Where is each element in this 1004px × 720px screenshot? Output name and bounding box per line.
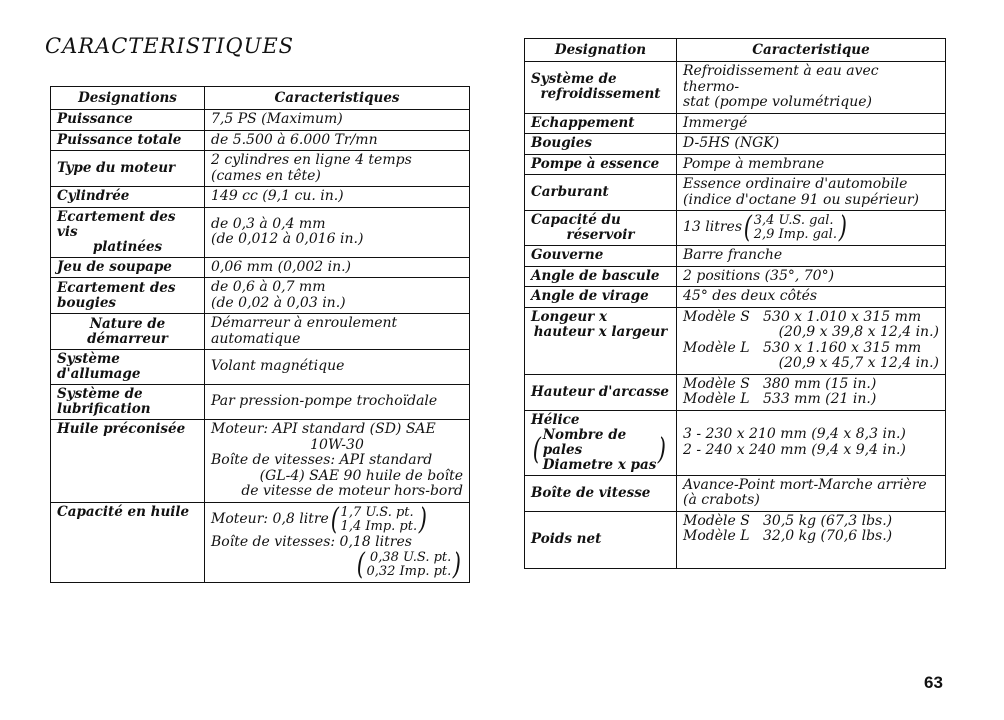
value-ecartement-vis (205, 207, 470, 257)
value-poids-net (677, 511, 946, 568)
row-dimensions (525, 307, 946, 374)
label-jeu-soupape: Jeu de soupape (51, 257, 205, 278)
open-paren-icon: ( (532, 432, 541, 467)
value-line: 13 litres (683, 219, 743, 236)
page-number: 63 (924, 673, 943, 692)
model-name: Modèle S (683, 375, 750, 392)
value-line: 3 - 230 x 210 mm (9,4 x 8,3 in.) (683, 426, 906, 442)
row-boite-vitesse (525, 475, 946, 511)
value-helice (677, 410, 946, 475)
unit-stack (754, 214, 837, 242)
label-carburant: Carburant (525, 175, 677, 211)
value-line: Démarreur à enroulement (211, 315, 398, 331)
label-huile-preconisee: Huile préconisée (51, 420, 205, 503)
row-poids-net (525, 511, 946, 568)
header-designation: Designations (51, 87, 205, 110)
row-helice (525, 410, 946, 475)
model-name: Modèle L (683, 339, 750, 356)
label-line: Ecartement des vis (57, 208, 176, 240)
label-line: Hélice (531, 411, 580, 428)
header-caracteristique: Caracteristique (677, 39, 946, 62)
row-puissance (51, 110, 470, 131)
value-nature-demarreur (205, 314, 470, 350)
label-refroidissement (525, 62, 677, 114)
page-title: CARACTERISTIQUES (45, 34, 295, 58)
label-line: Ecartement des (57, 279, 176, 296)
helice-sub-group (531, 428, 668, 473)
label-echappement: Echappement (525, 113, 677, 134)
value-capacite-reservoir (677, 211, 946, 246)
value-line: Moteur: 0,8 litre (211, 510, 329, 527)
label-line: réservoir (566, 227, 635, 243)
value-line: (indice d'octane 91 ou supérieur) (683, 191, 920, 208)
value-hauteur-arcasse (677, 374, 946, 410)
helice-sub-stack (543, 428, 657, 473)
value-line: de 0,6 à 0,7 mm (211, 279, 326, 295)
unit-us: 1,7 U.S. pt. (340, 504, 414, 520)
row-jeu-soupape (51, 257, 470, 278)
model-row (683, 310, 939, 326)
label-systeme-lubrification (51, 385, 205, 420)
right-spec-table (524, 38, 946, 569)
model-row (683, 341, 939, 357)
value-line: 10W-30 (310, 436, 364, 453)
unit-imp: 0,32 Imp. pt. (366, 564, 452, 579)
value-jeu-soupape: 0,06 mm (0,002 in.) (205, 257, 470, 278)
capacite-boite-group-wrap (211, 547, 463, 582)
label-line: Longeur x (531, 308, 608, 325)
label-puissance-totale: Puissance totale (51, 130, 205, 151)
value-line: 2 cylindres en ligne 4 temps (211, 152, 412, 168)
value-line: (20,9 x 39,8 x 12,4 in.) (778, 324, 939, 340)
row-carburant (525, 175, 946, 211)
row-angle-bascule (525, 266, 946, 287)
unit-us: 3,4 U.S. gal. (753, 213, 834, 228)
value-puissance-totale: de 5.500 à 6.000 Tr/mn (205, 130, 470, 151)
label-line: Système de (57, 386, 143, 402)
value-line: stat (pompe volumétrique) (683, 94, 872, 110)
open-paren-icon: ( (356, 547, 365, 582)
value-line: (GL-4) SAE 90 huile de boîte (259, 467, 463, 484)
row-capacite-reservoir (525, 211, 946, 246)
value-carburant (677, 175, 946, 211)
unit-us: 0,38 U.S. pt. (369, 550, 452, 565)
model-value: 32,0 kg (70,6 lbs.) (763, 528, 893, 544)
label-puissance: Puissance (51, 110, 205, 131)
label-line: Diametre x pas (542, 456, 657, 473)
value-type-moteur (205, 151, 470, 187)
label-capacite-reservoir (525, 211, 677, 246)
label-line: refroidissement (540, 86, 661, 103)
row-hauteur-arcasse (525, 374, 946, 410)
value-line: 2 - 240 x 240 mm (9,4 x 9,4 in.) (683, 441, 906, 458)
model-row (683, 529, 939, 545)
label-nature-demarreur (51, 314, 205, 350)
row-type-moteur (51, 151, 470, 187)
row-gouverne (525, 246, 946, 267)
value-line: (de 0,012 à 0,016 in.) (211, 231, 364, 247)
row-bougies (525, 134, 946, 155)
row-nature-demarreur (51, 314, 470, 350)
value-line: Moteur: API standard (SD) SAE (211, 421, 436, 437)
model-name: Modèle S (683, 308, 750, 325)
model-row (683, 377, 939, 393)
label-line: bougies (57, 294, 117, 311)
row-pompe-essence (525, 154, 946, 175)
row-cylindree (51, 187, 470, 208)
value-line: Boîte de vitesses: API standard (211, 452, 433, 468)
label-type-moteur: Type du moteur (51, 151, 205, 187)
label-helice (525, 410, 677, 475)
value-line: de vitesse de moteur hors-bord (241, 483, 463, 499)
model-value: 533 mm (21 in.) (763, 391, 877, 407)
row-huile-preconisee (51, 420, 470, 503)
label-poids-net: Poids net (525, 511, 677, 568)
label-bougies: Bougies (525, 134, 677, 155)
value-line: automatique (211, 330, 301, 347)
label-angle-bascule: Angle de bascule (525, 266, 677, 287)
label-line: démarreur (87, 330, 168, 347)
value-line: (à crabots) (683, 492, 760, 508)
label-cylindree: Cylindrée (51, 187, 205, 208)
unit-imp: 1,4 Imp. pt. (340, 518, 418, 534)
capacite-moteur-group (211, 501, 429, 537)
label-line: Système de (531, 71, 617, 88)
value-line: Avance-Point mort-Marche arrière (683, 476, 927, 493)
reservoir-group (683, 210, 849, 245)
value-line: (de 0,02 à 0,03 in.) (211, 294, 346, 311)
close-paren-icon: ) (658, 432, 667, 467)
value-puissance: 7,5 PS (Maximum) (205, 110, 470, 131)
left-spec-table (50, 86, 470, 583)
value-dimensions (677, 307, 946, 374)
value-line: Boîte de vitesses: 0,18 litres (211, 533, 412, 550)
label-line: platinées (92, 238, 163, 255)
row-angle-virage (525, 287, 946, 308)
row-ecartement-bougies (51, 278, 470, 314)
table-header-row (51, 87, 470, 110)
model-row (683, 392, 939, 408)
close-paren-icon: ) (453, 547, 462, 582)
header-designation: Designation (525, 39, 677, 62)
open-paren-icon: ( (330, 501, 339, 537)
value-pompe-essence: Pompe à membrane (677, 154, 946, 175)
row-puissance-totale (51, 130, 470, 151)
label-line: pales (542, 441, 583, 458)
value-systeme-lubrification: Par pression-pompe trochoïdale (205, 385, 470, 420)
label-ecartement-vis (51, 207, 205, 257)
value-cylindree: 149 cc (9,1 cu. in.) (205, 187, 470, 208)
row-echappement (525, 113, 946, 134)
value-refroidissement (677, 62, 946, 114)
value-ecartement-bougies (205, 278, 470, 314)
label-hauteur-arcasse: Hauteur d'arcasse (525, 374, 677, 410)
row-systeme-allumage (51, 350, 470, 385)
value-systeme-allumage: Volant magnétique (205, 350, 470, 385)
label-line: lubrification (57, 401, 151, 417)
value-bougies: D-5HS (NGK) (677, 134, 946, 155)
row-capacite-huile (51, 502, 470, 583)
value-line: (cames en tête) (211, 167, 321, 184)
row-systeme-lubrification (51, 385, 470, 420)
label-gouverne: Gouverne (525, 246, 677, 267)
model-value: 30,5 kg (67,3 lbs.) (763, 512, 893, 529)
unit-stack (366, 551, 451, 579)
value-huile-preconisee (205, 420, 470, 503)
model-value: 530 x 1.010 x 315 mm (763, 308, 922, 325)
table-header-row (525, 39, 946, 62)
close-paren-icon: ) (838, 210, 847, 245)
value-line: de 0,3 à 0,4 mm (211, 215, 326, 232)
close-paren-icon: ) (418, 501, 428, 537)
label-angle-virage: Angle de virage (525, 287, 677, 308)
label-dimensions (525, 307, 677, 374)
label-capacite-huile: Capacité en huile (51, 502, 205, 583)
value-line: Essence ordinaire d'automobile (683, 176, 908, 192)
capacite-boite-group (355, 547, 463, 582)
model-value: 380 mm (15 in.) (763, 375, 877, 392)
value-angle-bascule: 2 positions (35°, 70°) (677, 266, 946, 287)
label-line: Nombre de (542, 426, 627, 443)
open-paren-icon: ( (743, 210, 752, 245)
model-name: Modèle L (683, 528, 750, 544)
label-pompe-essence: Pompe à essence (525, 154, 677, 175)
unit-imp: 2,9 Imp. gal. (753, 227, 837, 242)
label-line: Nature de (89, 315, 166, 332)
value-echappement: Immergé (677, 113, 946, 134)
model-row (683, 514, 939, 530)
label-systeme-allumage: Système d'allumage (51, 350, 205, 385)
value-angle-virage: 45° des deux côtés (677, 287, 946, 308)
row-refroidissement (525, 62, 946, 114)
value-line: Refroidissement à eau avec thermo- (683, 63, 879, 95)
model-value: 530 x 1.160 x 315 mm (763, 339, 922, 356)
value-line: (20,9 x 45,7 x 12,4 in.) (778, 355, 939, 371)
value-boite-vitesse (677, 475, 946, 511)
header-caracteristique: Caracteristiques (205, 87, 470, 110)
value-gouverne: Barre franche (677, 246, 946, 267)
value-capacite-huile (205, 502, 470, 583)
row-ecartement-vis (51, 207, 470, 257)
model-name: Modèle L (683, 391, 750, 407)
label-boite-vitesse: Boîte de vitesse (525, 475, 677, 511)
label-line: Capacité du (531, 212, 621, 228)
model-name: Modèle S (683, 512, 750, 529)
label-ecartement-bougies (51, 278, 205, 314)
unit-stack (341, 506, 418, 534)
label-line: hauteur x largeur (533, 323, 668, 340)
